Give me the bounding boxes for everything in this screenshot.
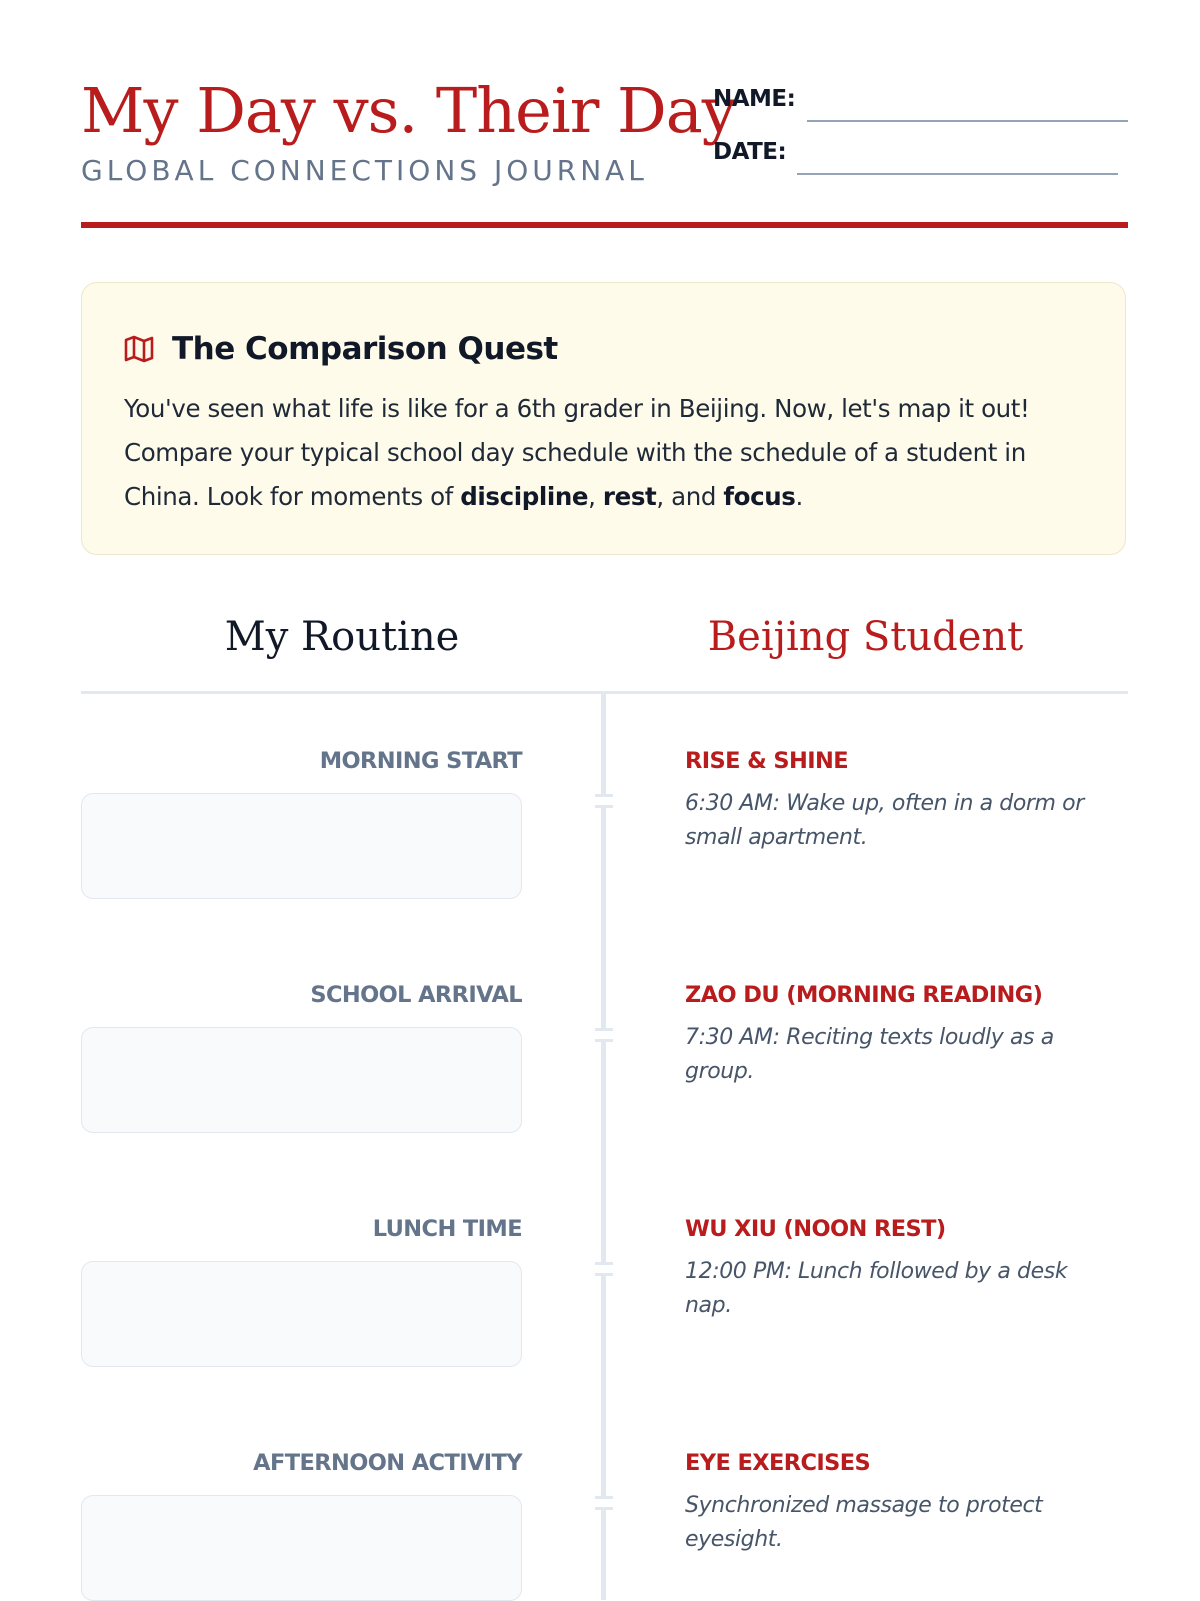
quest-text-end: . (795, 482, 803, 511)
student-fields (713, 86, 1128, 192)
my-slot-label: LUNCH TIME (372, 1216, 522, 1242)
name-line[interactable] (807, 120, 1128, 122)
timeline-tick (595, 794, 613, 808)
my-slot-label: AFTERNOON ACTIVITY (253, 1450, 522, 1476)
worksheet-page (81, 0, 1128, 1600)
column-heading-beijing-student: Beijing Student (707, 614, 1024, 660)
date-field[interactable] (713, 139, 1128, 192)
beijing-event-desc: 6:30 AM: Wake up, often in a dorm or small apartment. (685, 791, 1084, 850)
my-slot-label: MORNING START (319, 748, 522, 774)
beijing-event-title: RISE & SHINE (685, 748, 848, 774)
keyword-rest: rest (602, 482, 657, 511)
beijing-event-desc: Synchronized massage to protect eyesight. (685, 1493, 1043, 1552)
keyword-discipline: discipline (460, 482, 589, 511)
quest-box (81, 282, 1126, 555)
name-field[interactable] (713, 86, 1128, 139)
worksheet-header (81, 70, 1128, 230)
quest-heading (124, 329, 558, 369)
beijing-event-title: EYE EXERCISES (685, 1450, 871, 1476)
map-icon (124, 335, 154, 363)
header-divider (81, 222, 1128, 228)
timeline-axis (601, 694, 606, 1600)
my-routine-input-afternoon[interactable] (81, 1495, 522, 1601)
quest-separator: , (588, 482, 603, 511)
timeline-tick (595, 1496, 613, 1510)
quest-separator: , and (656, 482, 724, 511)
quest-instructions (124, 387, 1094, 519)
beijing-event-desc: 12:00 PM: Lunch followed by a desk nap. (685, 1259, 1068, 1318)
quest-text-intro: You've seen what life is like for a 6th grader in Beijing. Now, let's map it out! Compare your typical school day schedule with the schedule of a student in China. Look for moments of (124, 394, 1030, 511)
beijing-event-title: ZAO DU (MORNING READING) (685, 982, 1043, 1008)
my-routine-input-morning[interactable] (81, 793, 522, 899)
page-title: My Day vs. Their Day (81, 74, 736, 147)
page-subtitle: GLOBAL CONNECTIONS JOURNAL (81, 154, 648, 187)
beijing-event-desc: 7:30 AM: Reciting texts loudly as a group. (685, 1025, 1054, 1084)
beijing-event-title: WU XIU (NOON REST) (685, 1216, 946, 1242)
name-label: NAME: (713, 86, 796, 112)
my-routine-input-lunch[interactable] (81, 1261, 522, 1367)
keyword-focus: focus (723, 482, 796, 511)
timeline-tick (595, 1028, 613, 1042)
timeline-tick (595, 1262, 613, 1276)
column-heading-my-routine: My Routine (224, 614, 460, 660)
date-label: DATE: (713, 139, 787, 165)
date-line[interactable] (797, 173, 1118, 175)
quest-title: The Comparison Quest (172, 331, 558, 367)
my-slot-label: SCHOOL ARRIVAL (310, 982, 522, 1008)
my-routine-input-arrival[interactable] (81, 1027, 522, 1133)
